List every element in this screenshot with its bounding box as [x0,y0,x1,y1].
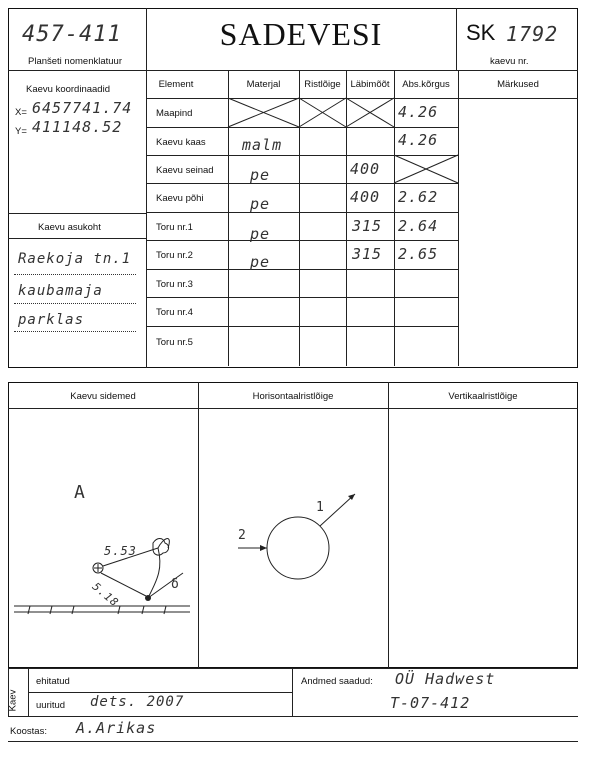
sheet-label: Planšeti nomenklatuur [28,56,122,67]
well-prefix: SK [466,20,496,45]
col-header-remarks: Märkused [497,79,539,90]
col-header-diameter: Läbimõõt [350,79,390,90]
row-label: Toru nr.4 [156,307,193,318]
cell-elevation: 4.26 [398,131,439,149]
sketch-distance-1: 5.53 [104,544,137,558]
x-label: X= [15,107,27,118]
built-label: ehitatud [36,676,70,687]
surveyed-value: dets. 2007 [90,694,185,710]
page-title: SADEVESI [219,16,383,52]
author-value: A.Arikas [76,719,157,737]
row-label: Toru nr.1 [156,222,193,233]
col-header-element: Element [158,79,194,90]
source-line-1: OÜ Hadwest [395,670,496,688]
location-line-2: kaubamaja [18,283,103,299]
y-label: Y= [15,126,27,137]
source-label: Andmed saadud: [301,676,373,687]
row-label: Kaevu kaas [156,137,206,148]
col-header-crosssection: Ristlõige [304,79,341,90]
y-value: 411148.52 [32,118,123,136]
row-label: Toru nr.2 [156,250,193,261]
cell-diameter: 400 [350,188,381,206]
well-number: 1792 [506,22,559,46]
location-line-1: Raekoja tn.1 [18,251,132,267]
author-label: Koostas: [10,726,47,737]
cross-mark [394,155,458,183]
col-header-material: Materjal [246,79,281,90]
row-label: Toru nr.3 [156,279,193,290]
cell-material: pe [250,225,271,243]
section-horizontal-title: Horisontaalristlõige [252,391,334,402]
cell-elevation: 2.65 [398,245,439,263]
source-line-2: T-07-412 [390,694,471,712]
cell-diameter: 315 [352,245,383,263]
cross-mark [228,98,394,127]
footer-side-label: Kaev [7,689,19,712]
cell-elevation: 2.62 [398,188,439,206]
pipe-in-label: 2 [238,528,247,543]
cell-diameter: 315 [352,217,383,235]
row-label: Kaevu seinad [156,165,214,176]
horizontal-section-sketch [198,408,388,668]
location-heading: Kaevu asukoht [38,222,101,233]
cell-material: malm [242,136,283,154]
row-label: Kaevu põhi [156,193,204,204]
row-label: Maapind [156,108,193,119]
cell-diameter: 400 [350,160,381,178]
section-ties-title: Kaevu sidemed [70,391,136,402]
sketch-distance-2: 5.18 [89,580,122,610]
cell-elevation: 4.26 [398,103,439,121]
surveyed-label: uuritud [36,700,66,711]
cell-material: pe [250,253,271,271]
cell-material: pe [250,195,271,213]
cell-elevation: 2.64 [398,217,439,235]
pipe-out-label: 1 [316,500,325,515]
ties-sketch [8,408,198,668]
col-header-elevation: Abs.kõrgus [402,79,450,90]
row-label: Toru nr.5 [156,337,193,348]
sketch-point-label: A [74,482,86,503]
coordinates-heading: Kaevu koordinaadid [26,84,110,95]
sheet-number: 457-411 [22,22,122,47]
x-value: 6457741.74 [32,99,133,117]
cell-material: pe [250,166,271,184]
location-line-3: parklas [18,312,85,328]
section-vertical-title: Vertikaalristlõige [448,391,518,402]
well-label: kaevu nr. [490,56,529,67]
ties-pipe-mark: δ [171,577,179,592]
